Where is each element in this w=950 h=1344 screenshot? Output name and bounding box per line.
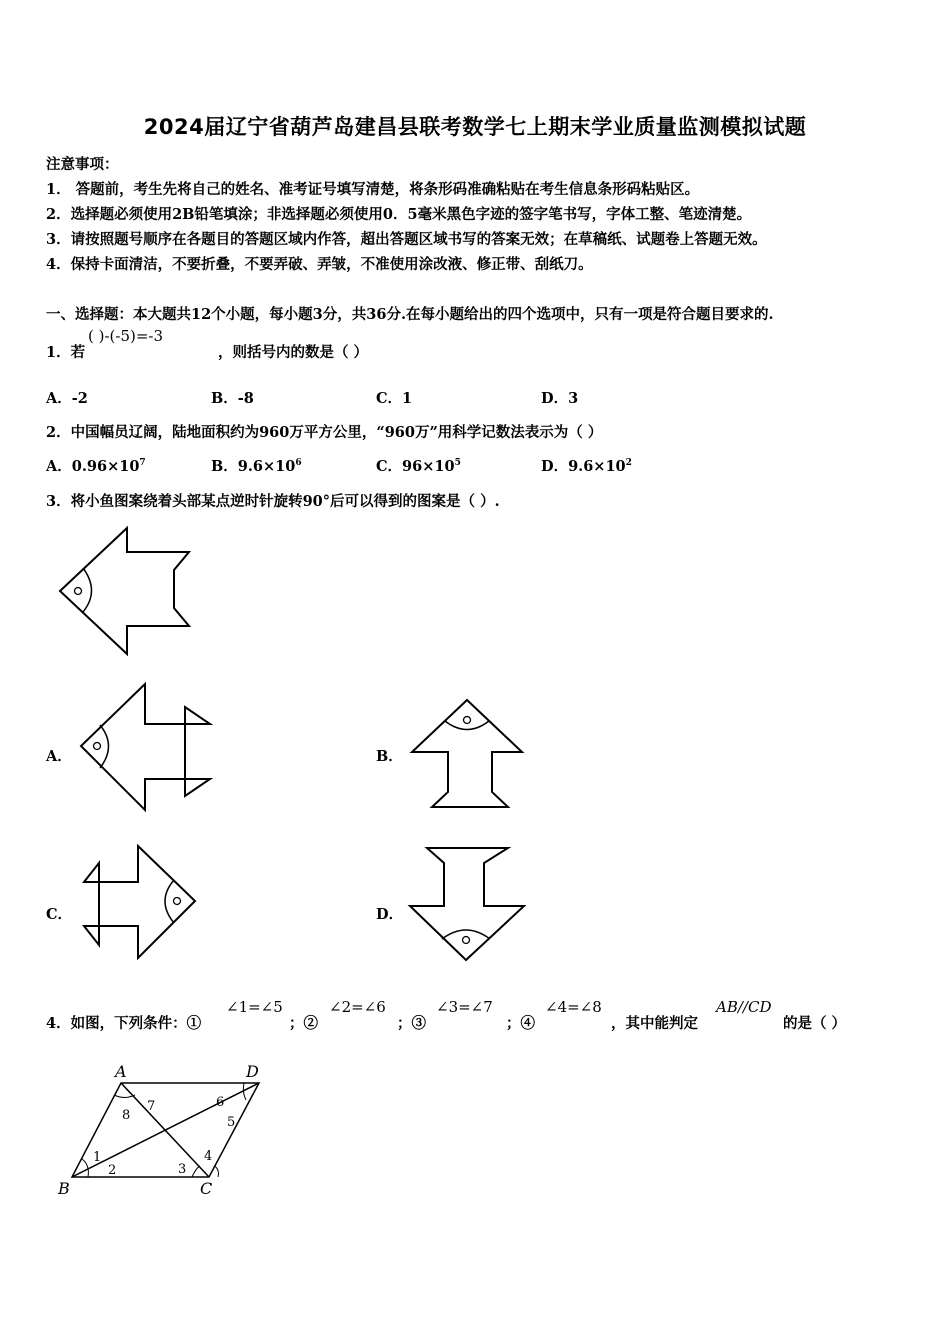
q4-stem-lead: 4．如图，下列条件：① (46, 1015, 202, 1032)
angle-label-6: 6 (216, 1095, 225, 1110)
q1-tail: ，则括号内的数是（ ） (218, 344, 369, 361)
angle-label-3: 3 (178, 1162, 187, 1177)
q1-option-d: D．3 (541, 390, 579, 407)
angle-label-8: 8 (122, 1108, 131, 1123)
notice-item: 3．请按照题号顺序在各题目的答题区域内作答，超出答题区域书写的答案无效；在草稿纸、试题卷上答题无效。 (46, 231, 767, 248)
fish-option-d-figure (404, 843, 534, 968)
q3-option-b-label: B． (376, 748, 403, 765)
fish-option-a-figure (74, 680, 224, 820)
notice-heading: 注意事项： (46, 156, 119, 173)
angle-label-5: 5 (227, 1115, 236, 1130)
fish-original-figure (50, 522, 200, 662)
q1-option-a: A．-2 (46, 390, 88, 407)
q4-condition-4: ∠4=∠8 (545, 998, 602, 1016)
q4-sep-2: ；③ (397, 1015, 426, 1032)
q1-option-b: B．-8 (211, 390, 254, 407)
section-heading: 一、选择题：本大题共12个小题，每小题3分，共36分.在每小题给出的四个选项中，只有一项是符合题目要求的. (46, 306, 774, 323)
q3-stem: 3．将小鱼图案绕着头部某点逆时针旋转90°后可以得到的图案是（ ）. (46, 493, 500, 510)
fish-option-c-figure (74, 842, 224, 972)
q2-option-a: A．$0.96\times 10^7$ (46, 458, 146, 475)
q1-number: 1．若 (46, 344, 86, 361)
notice-item: 1． 答题前，考生先将自己的姓名、准考证号填写清楚，将条形码准确粘贴在考生信息条形码粘贴区。 (46, 181, 700, 198)
q4-parallelogram-figure (50, 1062, 280, 1207)
q4-sep-4: ，其中能判定 (611, 1015, 698, 1032)
angle-label-2: 2 (108, 1163, 117, 1178)
q4-condition-2: ∠2=∠6 (329, 998, 386, 1016)
notice-item: 2．选择题必须使用2B铅笔填涂；非选择题必须使用0．5毫米黑色字迹的签字笔书写，字体工整、笔迹清楚。 (46, 206, 752, 223)
vertex-label-b: B (58, 1179, 70, 1198)
q4-tail: 的是（ ） (783, 1015, 847, 1032)
vertex-label-a: A (115, 1062, 127, 1081)
q4-parallel-notation: AB//CD (716, 998, 772, 1016)
q1-formula: ( )-(-5)=-3 (88, 327, 164, 345)
angle-label-7: 7 (147, 1099, 156, 1114)
fish-option-b-figure (405, 696, 535, 816)
q4-condition-3: ∠3=∠7 (436, 998, 493, 1016)
vertex-label-d: D (246, 1062, 259, 1081)
q3-option-d-label: D． (376, 906, 404, 923)
q4-sep-1: ；② (289, 1015, 318, 1032)
q2-option-c: C．$96\times 10^5$ (376, 458, 461, 475)
q2-option-b: B．$9.6\times 10^6$ (211, 458, 302, 475)
angle-label-1: 1 (93, 1150, 102, 1165)
q4-condition-1: ∠1=∠5 (226, 998, 283, 1016)
q1-option-c: C．1 (376, 390, 413, 407)
page-title: 2024届辽宁省葫芦岛建昌县联考数学七上期末学业质量监测模拟试题 (143, 115, 807, 139)
q2-option-d: D．$9.6\times 10^2$ (541, 458, 632, 475)
notice-item: 4．保持卡面清洁，不要折叠，不要弄破、弄皱，不准使用涂改液、修正带、刮纸刀。 (46, 256, 593, 273)
vertex-label-c: C (200, 1179, 213, 1198)
angle-label-4: 4 (204, 1149, 213, 1164)
q3-option-a-label: A． (46, 748, 72, 765)
q2-stem: 2．中国幅员辽阔，陆地面积约为960万平方公里，“960万”用科学记数法表示为（ ） (46, 424, 603, 441)
q4-sep-3: ；④ (506, 1015, 535, 1032)
q3-option-c-label: C． (46, 906, 73, 923)
